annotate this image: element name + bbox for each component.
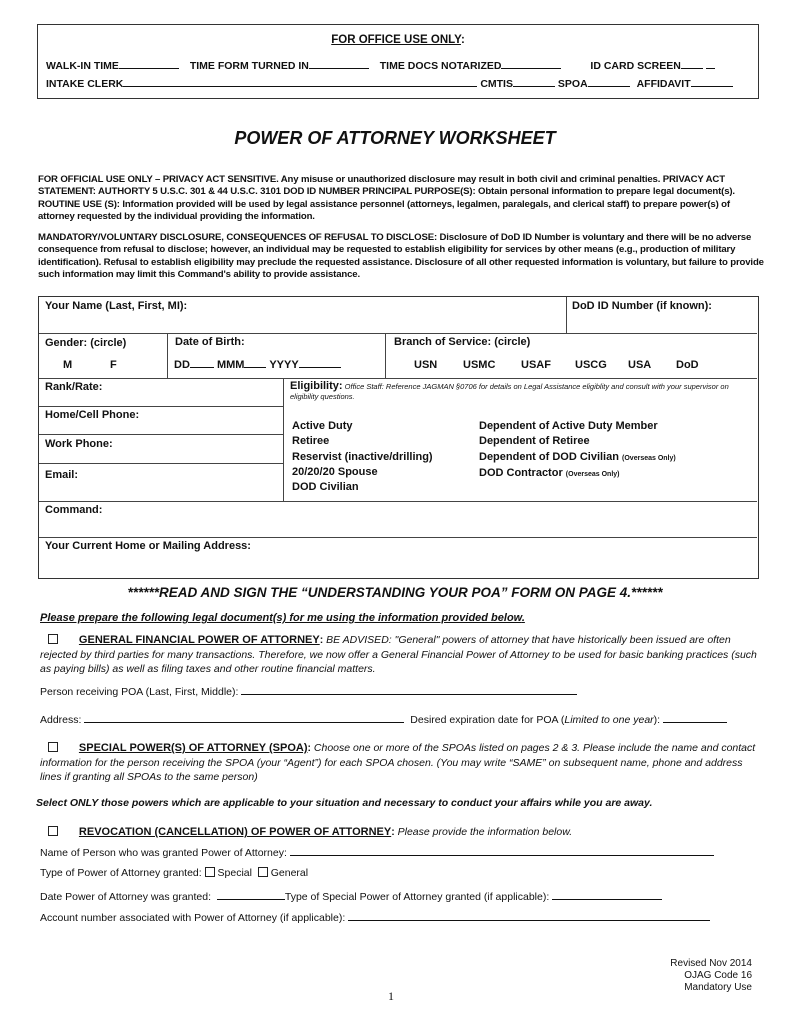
dob-dd-field[interactable]	[190, 357, 214, 368]
dob-label: Date of Birth:	[175, 336, 245, 348]
eligibility-note: Office Staff: Reference JAGMAN §0706 for details on Legal Assistance eligiblity and consult with your supervisor on eligibility questions.	[290, 382, 729, 401]
disclosure-statement: MANDATORY/VOLUNTARY DISCLOSURE, CONSEQUENCES OF REFUSAL TO DISCLOSE: Disclosure of DoD ID Number is voluntary and there will be no adverse consequence from refusal to disclose; however, an individual may be requested to establish eligibility for services by other means (e.g., production of military identification). Refusal to establish eligibility may preclude the requested assistance. Disclosure of all other requested information is voluntary, but failure to provide such information may limit this Command's ability to provide assistance.	[38, 232, 764, 280]
revocation-special-type-field[interactable]	[552, 889, 662, 900]
general-poa-heading: GENERAL FINANCIAL POWER OF ATTORNEY	[78, 634, 320, 646]
revocation-text: Please provide the information below.	[397, 826, 573, 838]
revocation-section: REVOCATION (CANCELLATION) OF POWER OF ATTORNEY: Please provide the information below.	[40, 825, 765, 840]
work-phone-field[interactable]: Work Phone:	[45, 438, 113, 450]
spoa-label: SPOA	[557, 78, 588, 90]
eligibility-reservist[interactable]: Reservist (inactive/drilling)	[292, 450, 433, 463]
cmtis-label: CMTIS	[480, 78, 513, 90]
revocation-name-row: Name of Person who was granted Power of Attorney:	[40, 845, 714, 859]
select-only-notice: Select ONLY those powers which are applicable to your situation and necessary to conduct your affairs while you are away.	[36, 797, 653, 809]
gender-label: Gender: (circle)	[45, 337, 127, 349]
time-docs-notarized-label: TIME DOCS NOTARIZED	[379, 60, 502, 72]
office-use-box	[37, 24, 759, 99]
general-address-row: Address: Desired expiration date for POA (Limited to one year):	[40, 712, 727, 726]
person-receiving-poa-row: Person receiving POA (Last, First, Middle):	[40, 684, 577, 698]
rank-field[interactable]: Rank/Rate:	[45, 381, 103, 393]
mandatory-use: Mandatory Use	[684, 982, 752, 993]
revised-date: Revised Nov 2014	[670, 958, 752, 969]
eligibility-spouse[interactable]: 20/20/20 Spouse	[292, 465, 378, 478]
eligibility-active-duty[interactable]: Active Duty	[292, 420, 353, 432]
eligibility-left-list	[292, 419, 433, 495]
eligibility-dod-civilian[interactable]: DOD Civilian	[292, 481, 359, 494]
special-poa-section: SPECIAL POWER(S) OF ATTORNEY (SPOA): Choose one or more of the SPOAs listed on pages 2 & 3. Please include the name and contact information for the person receiving the SPOA (your “Agent”) for each SPOA chosen. (You may write “SAME” on subsequent name, phone and address lines if granting all SPOAs to the same person)	[40, 742, 756, 783]
dod-id-field[interactable]: DoD ID Number (if known):	[572, 300, 712, 312]
walk-in-time-label: WALK-IN TIME	[46, 60, 119, 72]
office-use-title: FOR OFFICE USE ONLY:	[331, 34, 465, 46]
page-number: 1	[388, 989, 394, 1003]
branch-option-uscg[interactable]: USCG	[575, 359, 607, 371]
walk-in-time-field[interactable]	[119, 58, 179, 69]
general-address-field[interactable]	[84, 712, 404, 723]
general-poa-checkbox[interactable]	[48, 634, 58, 644]
gender-option-m[interactable]: M	[63, 359, 73, 371]
revocation-date-row: Date Power of Attorney was granted: Type of Special Power of Attorney granted (if applicable):	[40, 889, 662, 903]
branch-option-usa[interactable]: USA	[628, 359, 652, 371]
privacy-statement: FOR OFFICIAL USE ONLY – PRIVACY ACT SENSITIVE. Any misuse or unauthorized disclosure may result in both civil and criminal penalties. PRIVACY ACT STATEMENT: AUTHORTY 5 U.S.C. 301 & 44 U.S.C. 3101 DOD ID NUMBER PRINCIPAL PURPOSE(S): Obtain personal information to prepare legal document(s). ROUTINE USE (S): Information provided will be used by legal assistance personnel (attorneys, legalmen, paralegals, and clerical staff) to prepare power(s) of attorney requested by the individual providing the information.	[38, 174, 735, 222]
branch-option-usmc[interactable]: USMC	[463, 359, 496, 371]
revocation-account-field[interactable]	[348, 910, 710, 921]
id-card-screen-field-2[interactable]	[706, 58, 715, 69]
page-title: POWER OF ATTORNEY WORKSHEET	[234, 128, 556, 148]
eligibility-right-list	[479, 419, 676, 482]
id-card-screen-field[interactable]	[681, 58, 703, 69]
intake-clerk-label: INTAKE CLERK	[46, 78, 124, 90]
cmtis-field[interactable]	[513, 76, 555, 87]
footer-revision-info	[670, 958, 752, 994]
time-docs-notarized-field[interactable]	[501, 58, 561, 69]
revocation-type-general-checkbox[interactable]	[258, 867, 268, 877]
time-form-turned-in-field[interactable]	[309, 58, 369, 69]
eligibility-dep-active-duty[interactable]: Dependent of Active Duty Member	[479, 420, 658, 432]
affidavit-field[interactable]	[691, 76, 733, 87]
personal-info-table	[38, 296, 759, 579]
branch-option-dod[interactable]: DoD	[676, 359, 699, 371]
eligibility-dod-contractor[interactable]: DOD Contractor (Overseas Only)	[479, 466, 620, 479]
please-prepare-heading: Please prepare the following legal document(s) for me using the information provided below.	[40, 612, 525, 624]
general-poa-section: GENERAL FINANCIAL POWER OF ATTORNEY: BE ADVISED: "General" powers of attorney that have historically been issued are often rejected by third parties for many transactions. Therefore, we now offer a General Financial Power of Attorney to be used for basic banking practices (such as paying bills) as well as filing taxes and other routine financial matters.	[40, 634, 757, 675]
revocation-checkbox[interactable]	[48, 826, 58, 836]
revocation-date-field[interactable]	[217, 889, 285, 900]
general-poa-text: BE ADVISED: "General" powers of attorney that have historically been issued are often rejected by third parties for many transactions. Therefore, we now offer a General Financial Power of Attorney to be used for basic banking practices (such as paying bills) as well as filing taxes and other routine financial matters.	[40, 634, 757, 675]
special-poa-checkbox[interactable]	[48, 742, 58, 752]
eligibility-retiree[interactable]: Retiree	[292, 435, 330, 448]
eligibility-dep-retiree[interactable]: Dependent of Retiree	[479, 435, 590, 448]
eligibility-dep-dod-civilian[interactable]: Dependent of DOD Civilian (Overseas Only)	[479, 450, 676, 463]
home-phone-field[interactable]: Home/Cell Phone:	[45, 409, 140, 421]
revocation-account-row: Account number associated with Power of Attorney (if applicable):	[40, 910, 710, 924]
time-form-turned-in-label: TIME FORM TURNED IN	[189, 60, 309, 72]
dob-mmm-field[interactable]	[244, 357, 266, 368]
id-card-screen-label: ID CARD SCREEN	[590, 60, 681, 72]
intake-clerk-field[interactable]	[123, 76, 477, 87]
special-poa-text: Choose one or more of the SPOAs listed on pages 2 & 3. Please include the name and contact information for the person receiving the SPOA (your “Agent”) for each SPOA chosen. (You may write “SAME” on subsequent name, phone and address lines if granting all SPOAs to the same person)	[40, 742, 756, 783]
dob-fields: DD MMM YYYY	[174, 357, 341, 371]
branch-label: Branch of Service: (circle)	[394, 336, 531, 348]
revocation-name-field[interactable]	[290, 845, 714, 856]
dob-yyyy-field[interactable]	[299, 357, 341, 368]
expiration-date-field[interactable]	[663, 712, 727, 723]
special-poa-heading: SPECIAL POWER(S) OF ATTORNEY (SPOA)	[78, 742, 308, 754]
revocation-type-special-checkbox[interactable]	[205, 867, 215, 877]
name-field[interactable]: Your Name (Last, First, MI):	[45, 300, 188, 312]
affidavit-label: AFFIDAVIT	[636, 78, 691, 90]
office-use-row-2	[46, 76, 733, 90]
mailing-address-field[interactable]: Your Current Home or Mailing Address:	[45, 540, 251, 552]
office-code: OJAG Code 16	[684, 970, 752, 981]
spoa-field[interactable]	[588, 76, 630, 87]
eligibility-header: Eligibility: Office Staff: Reference JAGMAN §0706 for details on Legal Assistance eligiblity and consult with your supervisor on eligibility questions.	[290, 380, 729, 401]
revocation-type-row: Type of Power of Attorney granted: Special General	[40, 867, 309, 879]
office-use-row-1	[46, 58, 715, 72]
branch-option-usaf[interactable]: USAF	[521, 359, 551, 371]
branch-option-usn[interactable]: USN	[414, 359, 438, 371]
command-field[interactable]: Command:	[45, 504, 103, 516]
email-field[interactable]: Email:	[45, 469, 79, 481]
person-receiving-poa-field[interactable]	[241, 684, 577, 695]
revocation-heading: REVOCATION (CANCELLATION) OF POWER OF ATTORNEY	[78, 826, 392, 838]
gender-option-f[interactable]: F	[110, 359, 117, 371]
read-and-sign-notice: ******READ AND SIGN THE “UNDERSTANDING YOUR POA” FORM ON PAGE 4.******	[127, 585, 663, 600]
